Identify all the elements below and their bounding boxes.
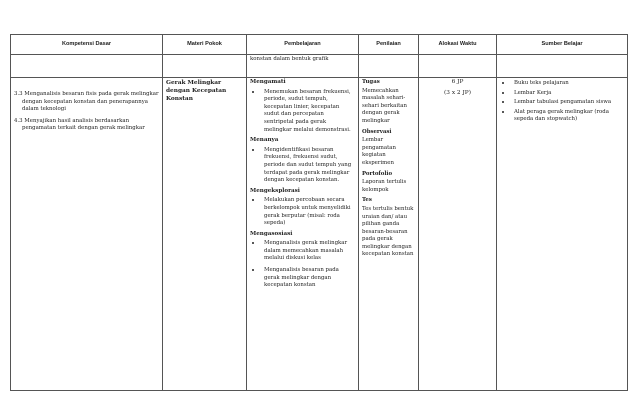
- penilaian-text: Lembar pengamatan kegiatan eksperimen: [362, 137, 396, 166]
- header-pembelajaran: Pembelajaran: [247, 35, 359, 55]
- continuation-row: [11, 55, 628, 78]
- sumber-item: • Buku teks pelajaran: [512, 79, 624, 88]
- step-item: • Menganalisis gerak melingkar dalam memecahkan masalah melalui diskusi kelas: [262, 239, 355, 263]
- penilaian-title: Observasi: [362, 128, 392, 135]
- penilaian-cell: [359, 78, 419, 391]
- continuation-text: konstan dalam bentuk grafik: [250, 56, 329, 62]
- step-title: Mengamati: [250, 79, 286, 85]
- step-item: • Menemukan besaran frekuensi, periode, sudut tempuh, kecepatan linier, kecepatan sudut dan percepatan sentripetal pada gerak melingkar melalui demonstrasi.: [262, 88, 355, 135]
- step-title: Mengeksplorasi: [250, 187, 300, 194]
- kompetensi-dasar-cell: [11, 78, 163, 391]
- header-sumber-belajar: Sumber Belajar: [497, 35, 628, 55]
- main-row: [11, 78, 628, 391]
- materi-pokok-cell: [163, 78, 247, 391]
- step-item: • Menganalisis besaran pada gerak melingkar dengan kecepatan konstan: [262, 266, 355, 290]
- step-title: Menanya: [250, 137, 279, 144]
- cont-cell-sumber: [497, 55, 628, 78]
- syllabus-table: [10, 34, 628, 391]
- penilaian-title: Portofolio: [362, 170, 393, 177]
- cont-cell-penilaian: [359, 55, 419, 78]
- alokasi-jp: 6 JP: [451, 79, 464, 85]
- kd-item: 3.3 Menganalisis besaran fisis pada gerak melingkar dengan kecepatan konstan dan penerapannya dalam teknologi: [14, 91, 159, 113]
- sumber-item: • Lembar Kerja: [512, 89, 624, 98]
- pembelajaran-cell: [247, 78, 359, 391]
- alokasi-detail: (3 x 2 JP): [444, 89, 471, 96]
- header-kompetensi-dasar: Kompetensi Dasar: [11, 35, 163, 55]
- penilaian-text: Memecahkan masalah sehari-sehari berkaitan dengan gerak melingkar: [362, 87, 407, 124]
- alokasi-waktu-cell: [419, 78, 497, 391]
- header-penilaian: Penilaian: [359, 35, 419, 55]
- kd-item: 4.3 Menyajikan hasil analisis berdasarkan pengamatan terkait dengan gerak melingkar: [14, 117, 145, 132]
- materi-pokok-text: Gerak Melingkar dengan Kecepatan Konstan: [166, 80, 227, 102]
- header-alokasi-waktu: Alokasi Waktu: [419, 35, 497, 55]
- step-item: • Mengidentifikasi besaran frekuensi, frekuensi sudut, periode dan sudut tempuh yang terdapat pada gerak melingkar dengan kecepatan konstan.: [262, 146, 355, 185]
- header-materi-pokok: Materi Pokok: [163, 35, 247, 55]
- cont-cell-pembelajaran: [247, 55, 359, 78]
- step-item: • Melakukan percobaan secara berkelompok untuk menyelidiki gerak berputar (misal: roda sepeda): [262, 196, 355, 227]
- cont-cell-kd: [11, 55, 163, 78]
- sumber-item: • Lembar tabulasi pengamatan siswa: [512, 98, 624, 107]
- sumber-item: • Alat peraga gerak melingkar (roda sepeda dan stopwatch): [512, 108, 624, 124]
- cont-cell-alokasi: [419, 55, 497, 78]
- step-title: Mengasosiasi: [250, 230, 293, 237]
- cont-cell-materi: [163, 55, 247, 78]
- penilaian-title: Tugas: [362, 79, 380, 85]
- step-mengasosiasi: [250, 231, 355, 290]
- sumber-belajar-cell: [497, 78, 628, 391]
- step-mengamati: [250, 79, 355, 134]
- penilaian-title: Tes: [362, 197, 372, 204]
- penilaian-text: Laporan tertulis kelompok: [362, 179, 407, 193]
- header-row: [11, 35, 628, 55]
- step-mengeksplorasi: [250, 188, 355, 228]
- penilaian-text: Tes tertulis bentuk uraian dan/ atau pilihan ganda besaran-besaran pada gerak melingkar dengan kecepatan konstan: [362, 205, 414, 258]
- step-menanya: [250, 137, 355, 185]
